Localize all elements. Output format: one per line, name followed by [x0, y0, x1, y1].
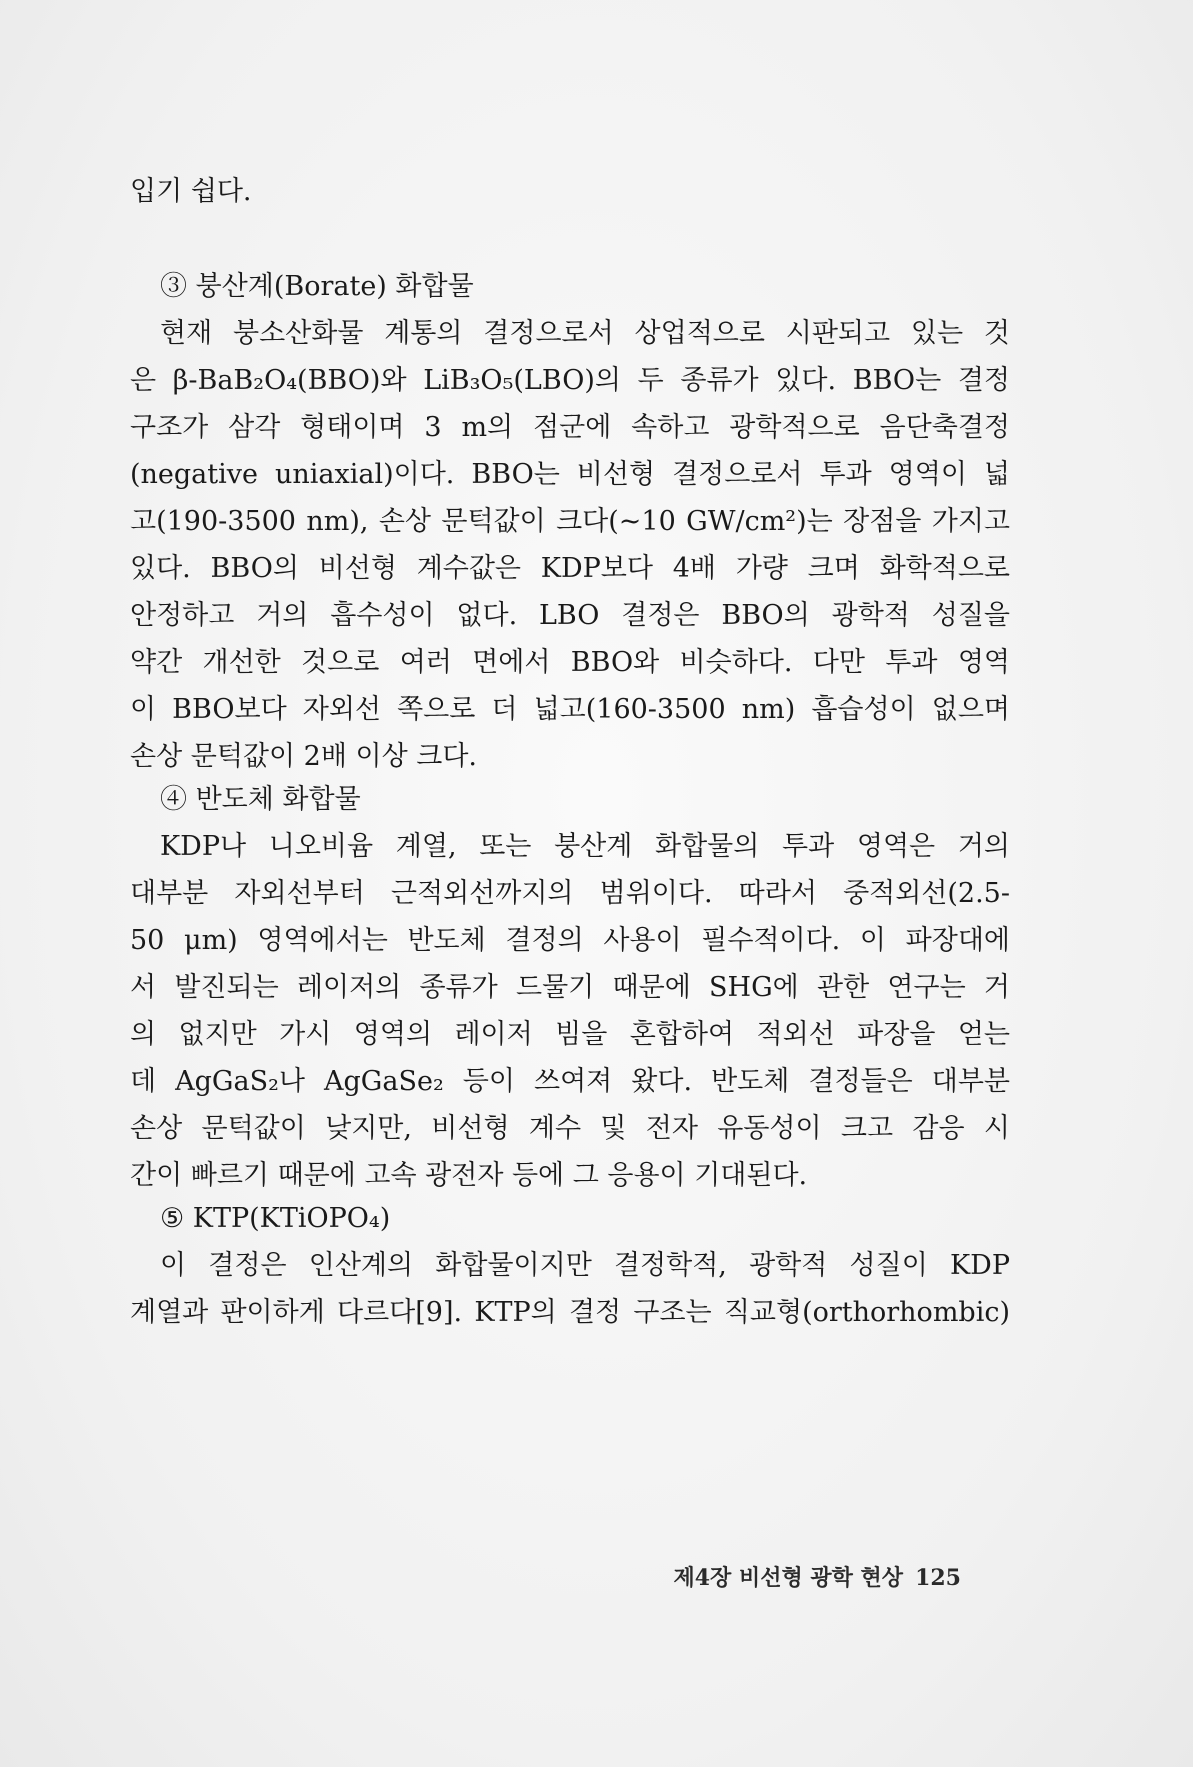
body-line: 약간 개선한 것으로 여러 면에서 BBO와 비슷하다. 다만 투과 영역: [130, 647, 1010, 678]
body-line: 50 μm) 영역에서는 반도체 결정의 사용이 필수적이다. 이 파장대에: [130, 925, 1010, 956]
body-line: 간이 빠르기 때문에 고속 광전자 등에 그 응용이 기대된다.: [130, 1160, 808, 1191]
section-heading: ⑤ KTP(KTiOPO₄): [160, 1203, 391, 1234]
section-borate: [130, 263, 1010, 780]
body-line: 입기 쉽다.: [130, 176, 252, 207]
section-heading: ④ 반도체 화합물: [160, 784, 361, 815]
section-semiconductor: [130, 776, 1010, 1199]
body-line: 은 β-BaB₂O₄(BBO)와 LiB₃O₅(LBO)의 두 종류가 있다. BBO는 결정: [130, 365, 1010, 396]
body-line: 이 결정은 인산계의 화합물이지만 결정학적, 광학적 성질이 KDP: [160, 1250, 1010, 1281]
chapter-title: 제4장 비선형 광학 현상: [673, 1565, 904, 1591]
body-line: 의 없지만 가시 영역의 레이저 빔을 혼합하여 적외선 파장을 얻는: [130, 1019, 1010, 1050]
body-line: (negative uniaxial)이다. BBO는 비선형 결정으로서 투과 영역이 넓: [130, 459, 1010, 490]
body-line: 대부분 자외선부터 근적외선까지의 범위이다. 따라서 중적외선(2.5-: [130, 878, 1010, 909]
section-ktp: [130, 1195, 1010, 1336]
body-line: 구조가 삼각 형태이며 3 m의 점군에 속하고 광학적으로 음단축결정: [130, 412, 1010, 443]
body-line: 이 BBO보다 자외선 쪽으로 더 넓고(160-3500 nm) 흡습성이 없으며: [130, 694, 1010, 725]
body-line: 손상 문턱값이 낮지만, 비선형 계수 및 전자 유동성이 크고 감응 시: [130, 1113, 1010, 1144]
page-number: 125: [915, 1565, 961, 1591]
intro-paragraph: [130, 168, 1010, 215]
body-line: 데 AgGaS₂나 AgGaSe₂ 등이 쓰여져 왔다. 반도체 결정들은 대부분: [130, 1066, 1010, 1097]
section-heading: ③ 붕산계(Borate) 화합물: [160, 271, 474, 302]
body-line: 손상 문턱값이 2배 이상 크다.: [130, 741, 477, 772]
body-line: KDP나 니오비윰 계열, 또는 붕산계 화합물의 투과 영역은 거의: [160, 831, 1010, 862]
body-line: 안정하고 거의 흡수성이 없다. LBO 결정은 BBO의 광학적 성질을: [130, 600, 1010, 631]
body-line: 서 발진되는 레이저의 종류가 드물기 때문에 SHG에 관한 연구는 거: [130, 972, 1010, 1003]
body-line: 고(190-3500 nm), 손상 문턱값이 크다(~10 GW/cm²)는 장점을 가지고: [130, 506, 1010, 537]
page-footer: [674, 1561, 962, 1592]
body-line: 현재 붕소산화물 계통의 결정으로서 상업적으로 시판되고 있는 것: [160, 318, 1010, 349]
body-line: 있다. BBO의 비선형 계수값은 KDP보다 4배 가량 크며 화학적으로: [130, 553, 1010, 584]
body-line: 계열과 판이하게 다르다[9]. KTP의 결정 구조는 직교형(orthorhombic): [130, 1297, 1010, 1328]
